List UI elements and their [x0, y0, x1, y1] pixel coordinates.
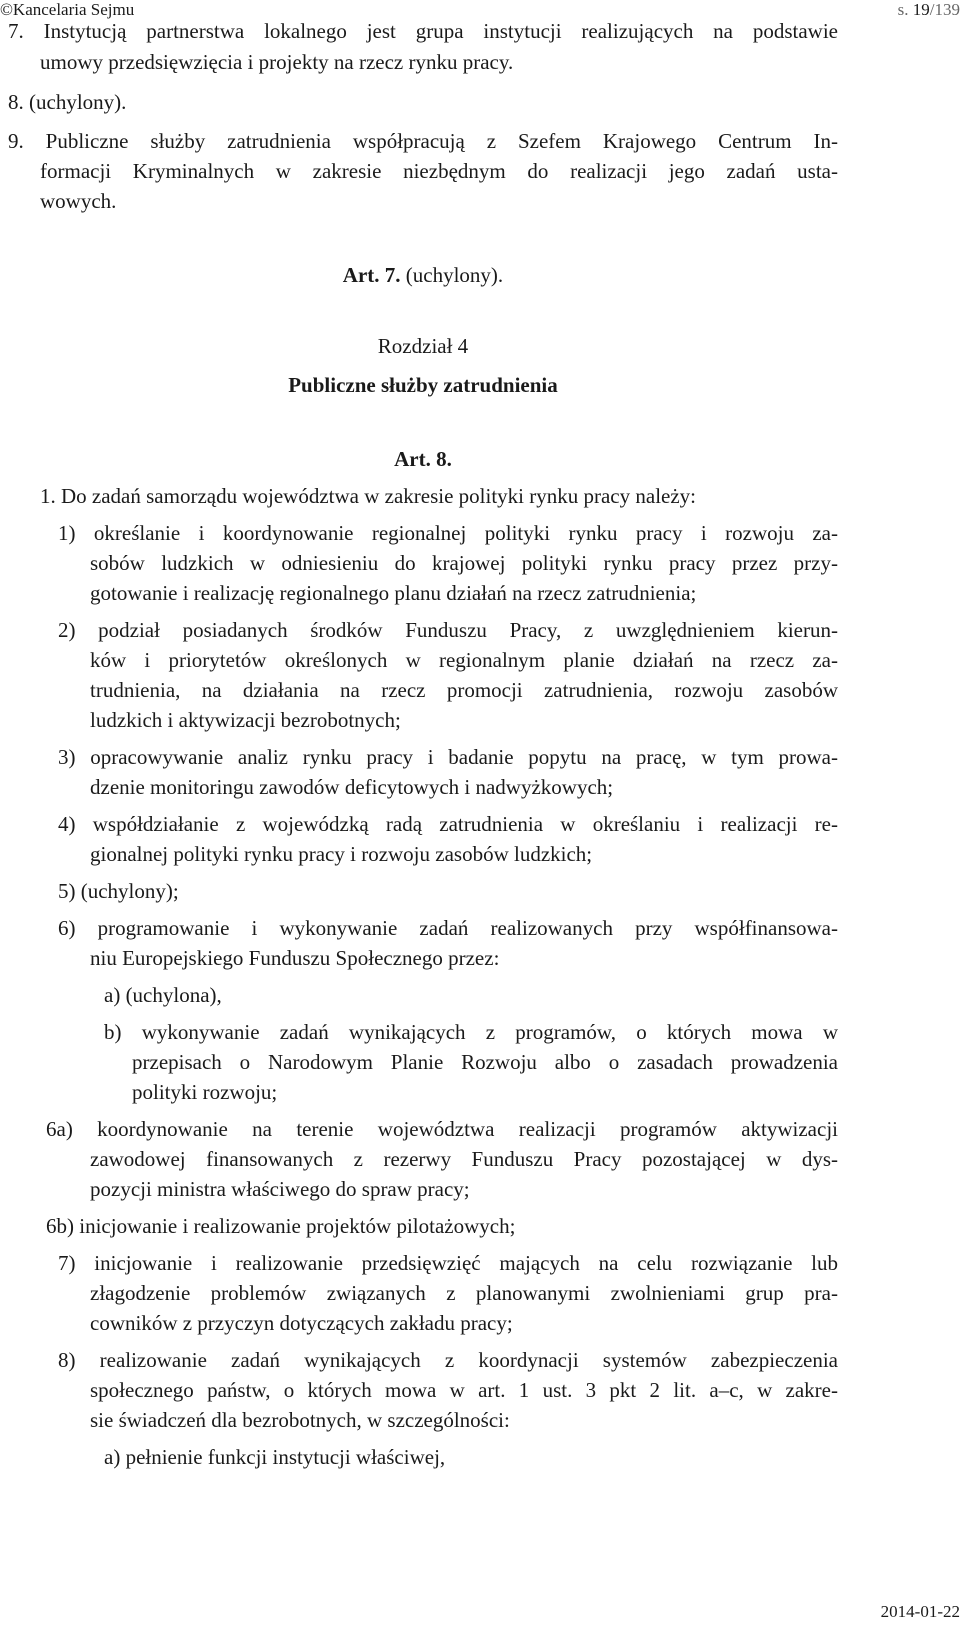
point-6b: 6b) inicjowanie i realizowanie projektów pilotażowych;: [46, 1214, 516, 1238]
item-8: 8. (uchylony).: [8, 90, 127, 114]
item-7-line-1: 7. Instytucją partnerstwa lokalnego jest grupa instytucji realizujących na podstawie: [8, 19, 838, 43]
page-number-total: /139: [929, 0, 960, 19]
point-8-letter-a: a) pełnienie funkcji instytucji właściwej,: [104, 1445, 446, 1469]
point-6-line-2: niu Europejskiego Funduszu Społecznego przez:: [90, 946, 500, 970]
point-2-line-4: ludzkich i aktywizacji bezrobotnych;: [90, 708, 401, 732]
footer-date: 2014-01-22: [880, 1602, 960, 1621]
page-number-current: 19: [912, 0, 930, 19]
article-8-para-1-intro: 1. Do zadań samorządu województwa w zakresie polityki rynku pracy należy:: [40, 484, 697, 508]
point-8-line-3: sie świadczeń dla bezrobotnych, w szczególności:: [90, 1408, 510, 1432]
article-7-label: Art. 7.: [342, 263, 401, 287]
page-number-prefix: s.: [897, 0, 913, 19]
point-2-line-3: trudnienia, na działania na rzecz promocji zatrudnienia, rozwoju zasobów: [90, 678, 838, 702]
point-7-line-2: złagodzenie problemów związanych z planowanymi zwolnieniami grup pra-: [90, 1281, 838, 1305]
point-4-line-2: gionalnej polityki rynku pracy i rozwoju zasobów ludzkich;: [90, 842, 593, 866]
article-7-heading: [0, 262, 846, 288]
point-4-line-1: 4) współdziałanie z wojewódzką radą zatrudnienia w określaniu i realizacji re-: [58, 812, 838, 836]
point-8-line-1: 8) realizowanie zadań wynikających z koordynacji systemów zabezpieczenia: [58, 1348, 838, 1372]
page-number: [898, 0, 960, 20]
point-2-line-1: 2) podział posiadanych środków Funduszu Pracy, z uwzględnieniem kierun-: [58, 618, 838, 642]
point-6-letter-b-line-3: polityki rozwoju;: [132, 1080, 278, 1104]
point-6a-line-1: 6a) koordynowanie na terenie województwa realizacji programów aktywizacji: [46, 1117, 838, 1141]
item-9-line-2: formacji Kryminalnych w zakresie niezbędnym do realizacji jego zadań usta-: [40, 159, 838, 183]
point-6-line-1: 6) programowanie i wykonywanie zadań realizowanych przy współfinansowa-: [58, 916, 838, 940]
item-7-line-2: umowy przedsięwzięcia i projekty na rzecz rynku pracy.: [40, 50, 514, 74]
chapter-number: Rozdział 4: [377, 334, 469, 358]
chapter-title: Publiczne służby zatrudnienia: [288, 373, 558, 397]
article-7-text: (uchylony).: [400, 263, 504, 287]
point-6-letter-b-line-1: b) wykonywanie zadań wynikających z programów, o których mowa w: [104, 1020, 838, 1044]
item-9-line-1: 9. Publiczne służby zatrudnienia współpracują z Szefem Krajowego Centrum In-: [8, 129, 838, 153]
point-1-line-3: gotowanie i realizację regionalnego planu działań na rzecz zatrudnienia;: [90, 581, 697, 605]
point-1-line-1: 1) określanie i koordynowanie regionalnej polityki rynku pracy i rozwoju za-: [58, 521, 838, 545]
point-6-letter-b-line-2: przepisach o Narodowym Planie Rozwoju albo o zasadach prowadzenia: [132, 1050, 838, 1074]
point-6a-line-2: zawodowej finansowanych z rezerwy Funduszu Pracy pozostającej w dys-: [90, 1147, 838, 1171]
item-9-line-3: wowych.: [40, 189, 117, 213]
point-6a-line-3: pozycji ministra właściwego do spraw pracy;: [90, 1177, 470, 1201]
point-7-line-3: cowników z przyczyn dotyczących zakładu pracy;: [90, 1311, 513, 1335]
point-8-line-2: społecznego państw, o których mowa w art. 1 ust. 3 pkt 2 lit. a–c, w zakre-: [90, 1378, 838, 1402]
point-6-letter-a: a) (uchylona),: [104, 983, 222, 1007]
point-3-line-2: dzenie monitoringu zawodów deficytowych i nadwyżkowych;: [90, 775, 614, 799]
article-8-heading: Art. 8.: [394, 447, 452, 471]
point-7-line-1: 7) inicjowanie i realizowanie przedsięwzięć mających na celu rozwiązanie lub: [58, 1251, 838, 1275]
point-1-line-2: sobów ludzkich w odniesieniu do krajowej polityki rynku pracy przez przy-: [90, 551, 838, 575]
point-5: 5) (uchylony);: [58, 879, 179, 903]
point-2-line-2: ków i priorytetów określonych w regionalnym planie działań na rzecz za-: [90, 648, 838, 672]
point-3-line-1: 3) opracowywanie analiz rynku pracy i badanie popytu na pracę, w tym prowa-: [58, 745, 838, 769]
header-publisher: ©Kancelaria Sejmu: [0, 0, 135, 19]
